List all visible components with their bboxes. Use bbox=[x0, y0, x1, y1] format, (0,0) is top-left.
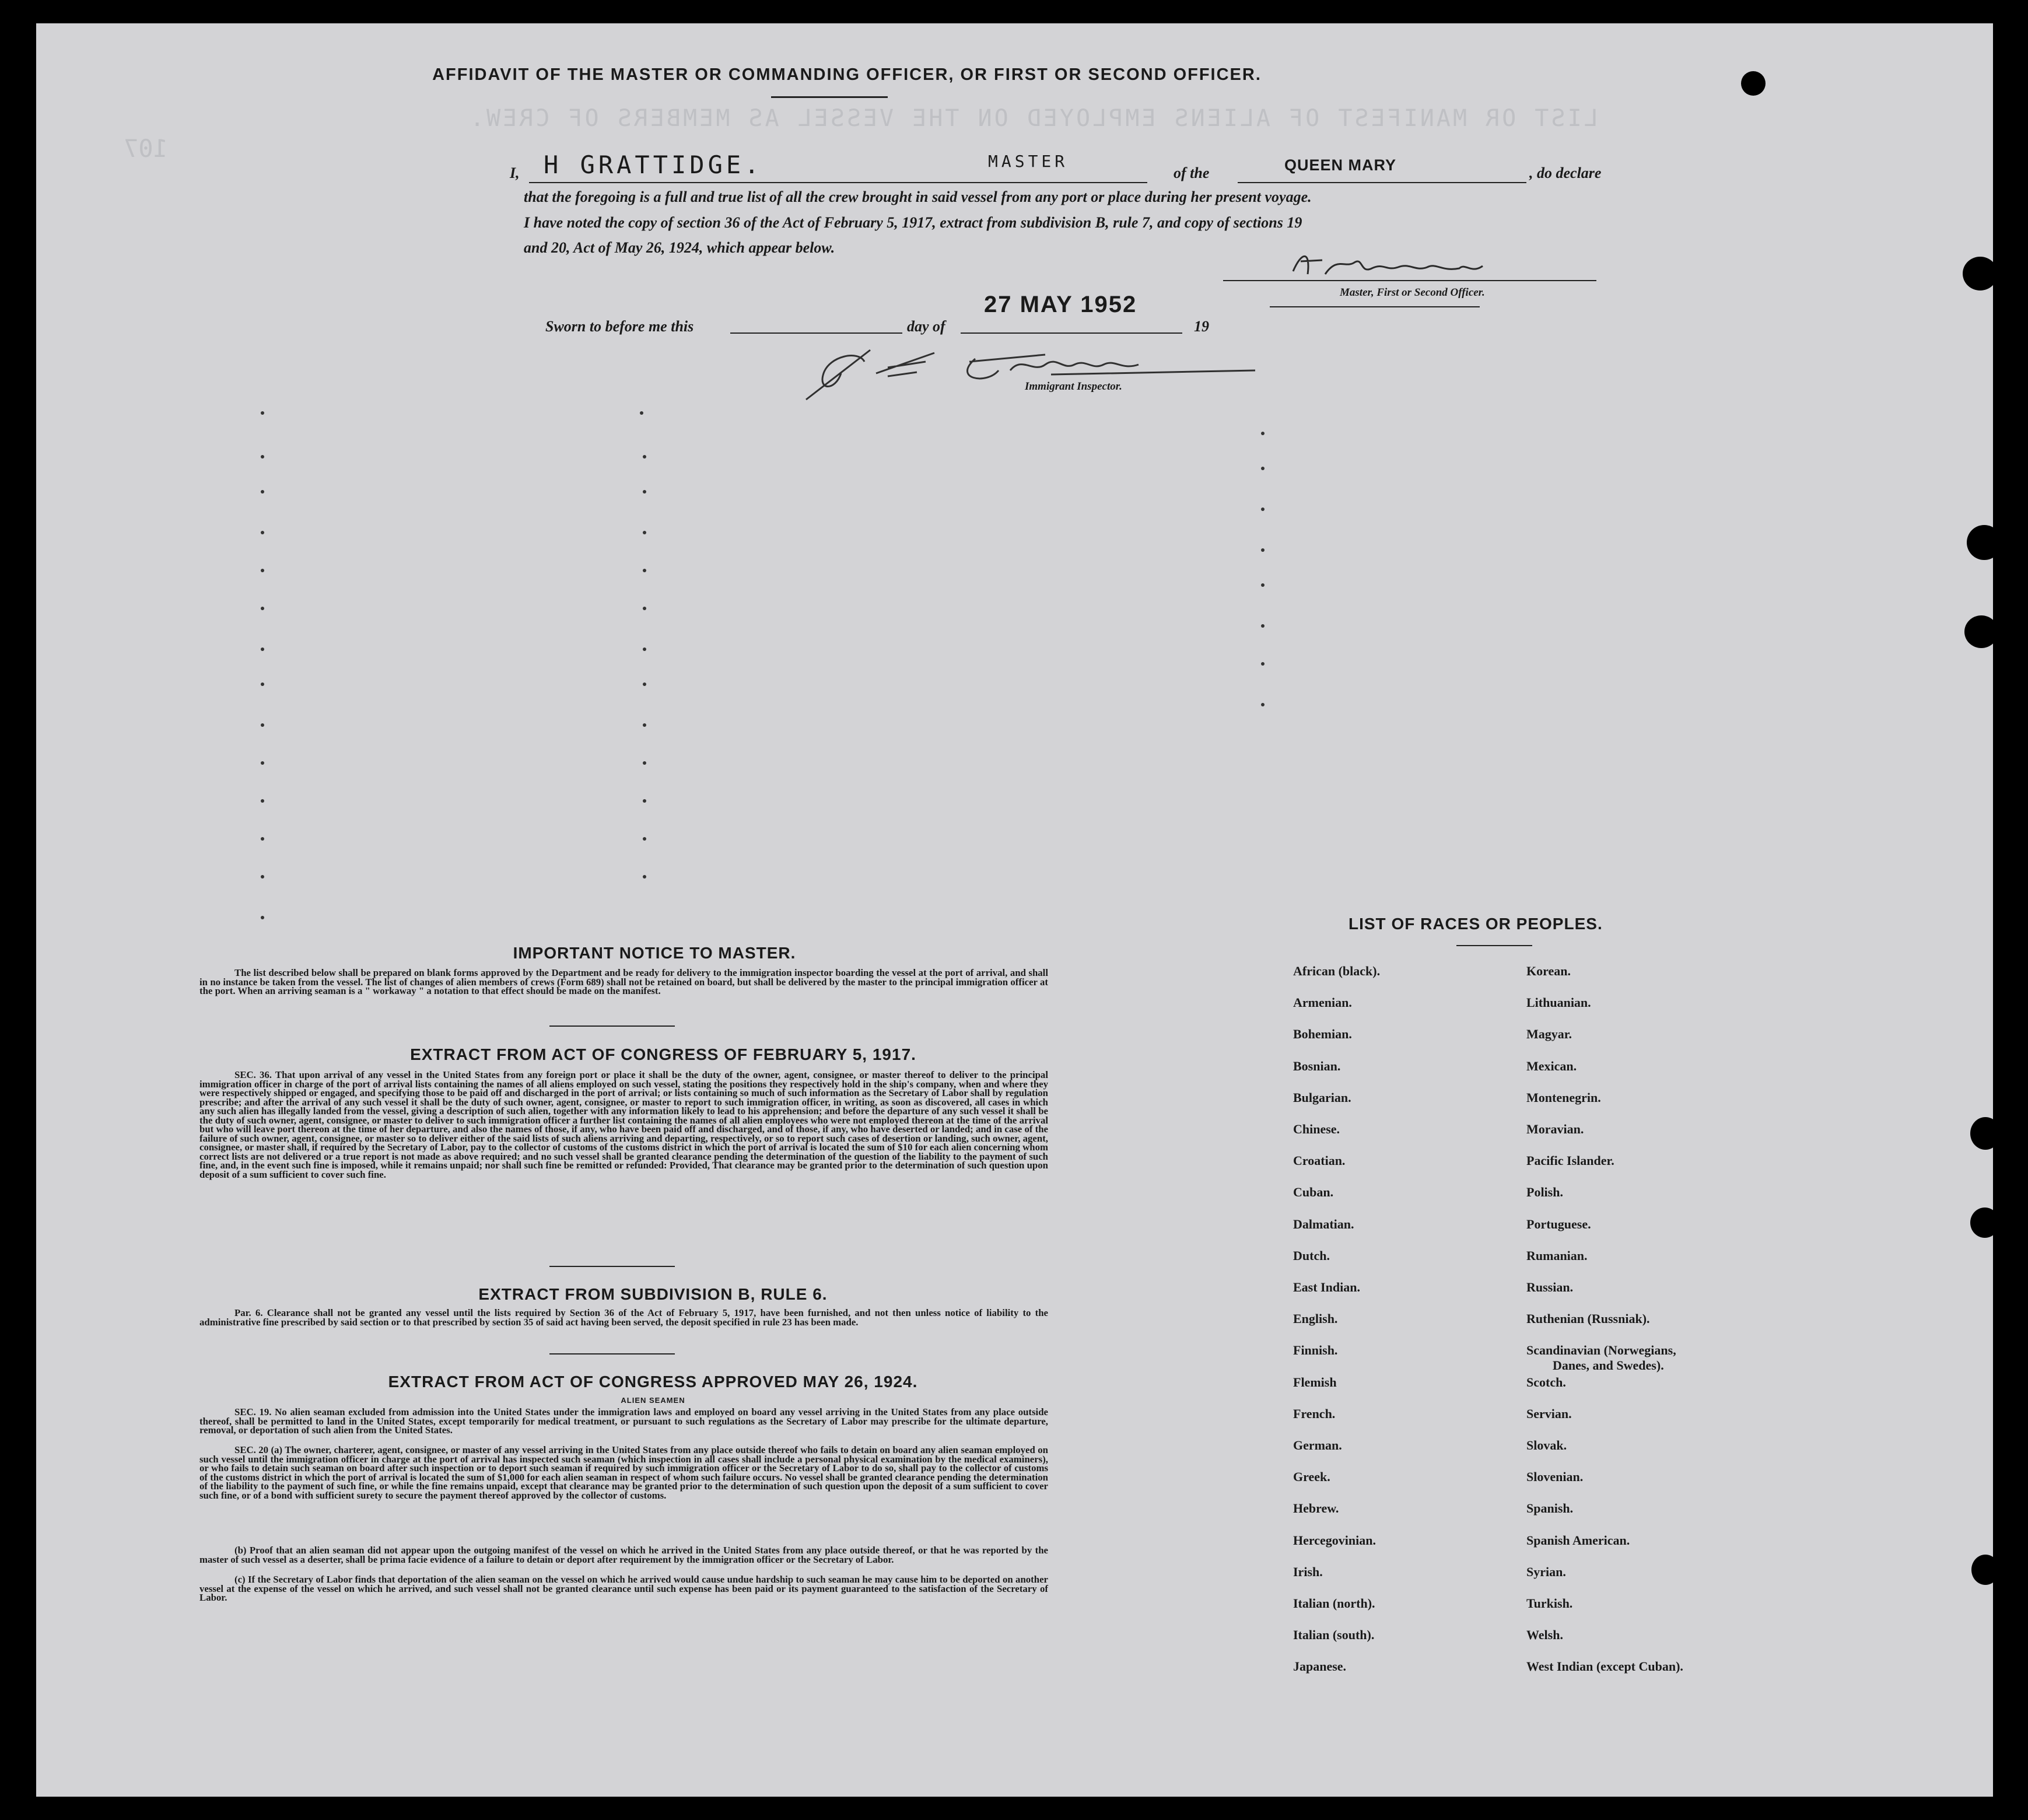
race-left-item: Hebrew. bbox=[1293, 1501, 1339, 1516]
leader-dot bbox=[643, 682, 646, 686]
leader-dot bbox=[640, 411, 643, 415]
race-right-item: West Indian (except Cuban). bbox=[1526, 1659, 1683, 1674]
race-right-item: Spanish. bbox=[1526, 1501, 1574, 1516]
race-right-item: Mexican. bbox=[1526, 1058, 1577, 1073]
race-left-item: English. bbox=[1293, 1311, 1338, 1326]
title-underline bbox=[771, 96, 888, 98]
race-left-item: Irish. bbox=[1293, 1564, 1323, 1579]
race-left-item: Finnish. bbox=[1293, 1343, 1338, 1358]
name-underline bbox=[529, 182, 1147, 183]
race-right-item: Ruthenian (Russniak). bbox=[1526, 1311, 1650, 1326]
day-of-label: day of bbox=[907, 318, 945, 335]
punch-hole bbox=[1967, 525, 2002, 560]
extract-1924-heading: EXTRACT FROM ACT OF CONGRESS APPROVED MAY 26, 1924. bbox=[388, 1373, 918, 1391]
race-left-item: Bosnian. bbox=[1293, 1058, 1341, 1073]
master-name-handwritten: H GRATTIDGE. bbox=[544, 150, 763, 179]
punch-hole bbox=[1970, 1208, 1999, 1238]
declaration-line-2: that the foregoing is a full and true list of all the crew brought in said vessel from any port or place during her present voyage. bbox=[524, 188, 1312, 205]
race-right-item: Servian. bbox=[1526, 1406, 1572, 1421]
race-left-item: Dutch. bbox=[1293, 1248, 1330, 1263]
race-left-item: Italian (south). bbox=[1293, 1628, 1375, 1643]
leader-dot bbox=[261, 455, 264, 459]
bleedthrough-heading: LIST OR MANIFEST OF ALIENS EMPLOYED ON THE VESSEL AS MEMBERS OF CREW. bbox=[468, 105, 1598, 132]
leader-dot bbox=[643, 875, 646, 878]
master-signature-caption: Master, First or Second Officer. bbox=[1340, 286, 1485, 299]
leader-dot bbox=[261, 723, 264, 727]
leader-dot bbox=[261, 837, 264, 841]
leader-dot bbox=[1261, 703, 1265, 706]
leader-dot bbox=[261, 761, 264, 765]
subdivision-b-divider bbox=[549, 1353, 675, 1354]
punch-hole bbox=[1741, 71, 1766, 96]
inspector-caption: Immigrant Inspector. bbox=[1025, 380, 1122, 393]
race-left-item: Flemish bbox=[1293, 1374, 1337, 1390]
bleedthrough-margin-number: 107 bbox=[124, 134, 168, 163]
date-stamp: 27 MAY 1952 bbox=[984, 292, 1137, 317]
caption-stroke bbox=[1270, 306, 1480, 307]
punch-hole bbox=[1963, 257, 1998, 290]
leader-dot bbox=[261, 916, 264, 919]
race-left-item: Italian (north). bbox=[1293, 1596, 1375, 1611]
race-left-item: Chinese. bbox=[1293, 1122, 1340, 1136]
race-left-item: Croatian. bbox=[1293, 1153, 1346, 1168]
document-page bbox=[36, 23, 1993, 1797]
race-right-item: Welsh. bbox=[1526, 1628, 1563, 1643]
extract-1924-sec20c: (c) If the Secretary of Labor finds that deportation of the alien seaman on the vessel on which he arrived would cause undue hardship to such seaman he may cause him to be deported on another vessel at the expense of the vessel on which he arrived, and such vessel shall not be granted clearance until such expense has been paid or its payment guaranteed to the satisfaction of the Secretary of Labor. bbox=[199, 1574, 1048, 1603]
leader-dot bbox=[1261, 432, 1265, 435]
leader-dot bbox=[1261, 508, 1265, 511]
race-right-item: Slovak. bbox=[1526, 1438, 1567, 1452]
sworn-day-line bbox=[730, 332, 902, 334]
extract-1924-sec20b: (b) Proof that an alien seaman did not appear upon the outgoing manifest of the vessel on which he arrived in the United States from any place outside thereof, or that he was reported by the master of such vessel as a deserter, shall be prima facie evidence of a failure to detain or deport after requirement by the immigration officer or the Secretary of Labor. bbox=[199, 1545, 1048, 1565]
punch-hole bbox=[1970, 1117, 2001, 1150]
race-right-item: Scandinavian (Norwegians, bbox=[1526, 1343, 1676, 1358]
race-right-item: Scotch. bbox=[1526, 1374, 1566, 1390]
rank-handwritten: MASTER bbox=[988, 152, 1069, 171]
leader-dot bbox=[643, 799, 646, 803]
race-left-item: French. bbox=[1293, 1406, 1336, 1421]
leader-dot bbox=[1261, 624, 1265, 628]
leader-dot bbox=[643, 648, 646, 651]
vessel-underline bbox=[1238, 182, 1526, 183]
notice-heading: IMPORTANT NOTICE TO MASTER. bbox=[513, 944, 796, 962]
race-right-item: Polish. bbox=[1526, 1185, 1563, 1200]
leader-dot bbox=[261, 799, 264, 803]
leader-dot bbox=[643, 723, 646, 727]
year-prefix: 19 bbox=[1194, 318, 1209, 335]
race-right-item: Slovenian. bbox=[1526, 1469, 1584, 1485]
race-right-item: Pacific Islander. bbox=[1526, 1153, 1614, 1168]
subdivision-b-text: Par. 6. Clearance shall not be granted any vessel until the lists required by Section 36 of the Act of February 5, 1917, have been furnished, and not then unless notice of liability to the administrative fine prescribed by said section or to that prescribed by section 35 of said act having been served, the deposit specified in rule 23 has been made. bbox=[199, 1307, 1048, 1328]
race-right-item: Rumanian. bbox=[1526, 1248, 1588, 1263]
leader-dot bbox=[1261, 467, 1265, 470]
leader-dot bbox=[261, 875, 264, 878]
leader-dot bbox=[261, 607, 264, 610]
signature-line bbox=[1223, 280, 1596, 281]
alien-seamen-subheading: ALIEN SEAMEN bbox=[621, 1396, 685, 1405]
race-left-item: German. bbox=[1293, 1438, 1342, 1452]
race-right-item: Russian. bbox=[1526, 1280, 1574, 1294]
leader-dot bbox=[261, 569, 264, 572]
leader-dot bbox=[643, 531, 646, 534]
punch-hole bbox=[1964, 615, 1998, 648]
leader-dot bbox=[643, 490, 646, 494]
race-left-item: Greek. bbox=[1293, 1469, 1330, 1485]
extract-1924-sec20a: SEC. 20 (a) The owner, charterer, agent, consignee, or master of any vessel arriving in the United States from any place outside thereof who fails to detain on board any alien seaman employed on such vessel until the immigration officer in charge at the port of arrival has inspected such seaman (which inspection in all cases shall include a personal physical examination by the medical examiners), or who fails to detain such seaman on board after such inspection or to deport such seaman if required by such immigration officer or the Secretary of Labor to do so, shall pay to the collector of customs of the customs district in which the port of arrival is located the sum of $1,000 for each alien seaman in respect of whom such failure occurs. No vessel shall be granted clearance pending the determination of the liability to the payment of such fine, or while the fine remains unpaid, except that clearance may be granted prior to the determination of such question upon the deposit of a sum sufficient to cover such fine, or of a bond with sufficient surety to secure the payment thereof approved by the collector of customs. bbox=[199, 1444, 1048, 1501]
extract-1917-heading: EXTRACT FROM ACT OF CONGRESS OF FEBRUARY 5, 1917. bbox=[410, 1045, 916, 1063]
race-right-item: Spanish American. bbox=[1526, 1532, 1630, 1548]
race-right-item: Turkish. bbox=[1526, 1596, 1573, 1611]
leader-dot bbox=[1261, 548, 1265, 552]
race-left-item: African (black). bbox=[1293, 964, 1381, 978]
leader-dot bbox=[643, 761, 646, 765]
races-heading: LIST OF RACES OR PEOPLES. bbox=[1349, 915, 1603, 933]
races-heading-divider bbox=[1456, 945, 1532, 946]
race-scandinavian-cont: Danes, and Swedes). bbox=[1553, 1358, 1664, 1373]
extract-1917-text: SEC. 36. That upon arrival of any vessel in the United States from any foreign port or place it shall be the duty of the owner, agent, consignee, or master thereof to deliver to the principal immigration officer in charge of the port of arrival lists containing the names of all aliens employed on such vessel, stating the positions they respectively hold in the ship's company, when and where they were respectively shipped or engaged, and specifying those to be paid off and discharged in the port of arrival; or lists containing so much of such information as the Secretary of Labor shall by regulation prescribe; and after the arrival of any such vessel it shall be the duty of such owner, agent, consignee, or master to report to such immigration officer, in writing, as soon as discovered, all cases in which any such alien has illegally landed from the vessel, giving a description of such alien, together with any information likely to lead to his apprehension; and before the departure of any such vessel it shall be the duty of such owner, agent, consignee, or master to deliver to such immigration officer a further list containing the names of all alien employees who were not employed thereon at the time of the arrival but who will leave port thereon at the time of her departure, and also the names of those, if any, who have been paid off and discharged, and of those, if any, who have deserted or landed; and in case of the failure of such owner, agent, consignee, or master so to deliver either of the said lists of such aliens arriving and departing, respectively, or so to report such cases of desertion or landing, such owner, agent, consignee, or master shall, if required by the Secretary of Labor, pay to the collector of customs of the customs district in which the port of arrival is located the sum of $10 for each alien concerning whom correct lists are not delivered or a true report is not made as above required; and no such vessel shall be granted clearance pending the determination of the question of the liability to the payment of such fine, and, in the event such fine is imposed, while it remains unpaid; nor shall such fine be remitted or refunded: Provided, That clearance may be granted prior to the determination of such question upon deposit of a sum sufficient to cover such fine. bbox=[199, 1069, 1048, 1180]
race-left-item: Bohemian. bbox=[1293, 1027, 1352, 1042]
leader-dot bbox=[1261, 662, 1265, 666]
race-right-item: Montenegrin. bbox=[1526, 1090, 1601, 1105]
of-the-label: of the bbox=[1174, 164, 1210, 181]
declaration-line-4: and 20, Act of May 26, 1924, which appear below. bbox=[524, 239, 835, 256]
extract-1917-divider bbox=[549, 1266, 675, 1267]
declaration-line-3: I have noted the copy of section 36 of the Act of February 5, 1917, extract from subdivision B, rule 7, and copy of sections 19 bbox=[524, 214, 1302, 231]
race-right-item: Lithuanian. bbox=[1526, 995, 1591, 1010]
leader-dot bbox=[643, 455, 646, 459]
leader-dot bbox=[261, 648, 264, 651]
race-left-item: Japanese. bbox=[1293, 1659, 1347, 1674]
race-right-item: Magyar. bbox=[1526, 1027, 1572, 1042]
extract-1924-sec19: SEC. 19. No alien seaman excluded from admission into the United States under the immigration laws and employed on board any vessel arriving in the United States from any place outside thereof, shall be permitted to land in the United States, except temporarily for medical treatment, or pursuant to such regulations as the Secretary of Labor may prescribe for the ultimate departure, removal, or deportation of such alien from the United States. bbox=[199, 1406, 1048, 1436]
sworn-label: Sworn to before me this bbox=[545, 318, 694, 335]
leader-dot bbox=[643, 607, 646, 610]
race-right-item: Syrian. bbox=[1526, 1564, 1566, 1579]
leader-dot bbox=[1261, 583, 1265, 587]
leader-dot bbox=[261, 682, 264, 686]
leader-dot bbox=[643, 837, 646, 841]
vessel-name-stamp: QUEEN MARY bbox=[1284, 156, 1397, 174]
race-left-item: East Indian. bbox=[1293, 1280, 1360, 1294]
affidavit-title: AFFIDAVIT OF THE MASTER OR COMMANDING OFFICER, OR FIRST OR SECOND OFFICER. bbox=[432, 65, 1262, 84]
declaration-i-label: I, bbox=[510, 164, 520, 181]
do-declare-label: , do declare bbox=[1529, 164, 1602, 181]
race-left-item: Armenian. bbox=[1293, 995, 1352, 1010]
race-right-item: Moravian. bbox=[1526, 1122, 1584, 1136]
race-right-item: Korean. bbox=[1526, 964, 1571, 978]
race-left-item: Bulgarian. bbox=[1293, 1090, 1351, 1105]
leader-dot bbox=[261, 531, 264, 534]
race-left-item: Cuban. bbox=[1293, 1185, 1334, 1200]
race-left-item: Dalmatian. bbox=[1293, 1216, 1354, 1231]
leader-dot bbox=[643, 569, 646, 572]
subdivision-b-heading: EXTRACT FROM SUBDIVISION B, RULE 6. bbox=[478, 1285, 828, 1303]
race-right-item: Portuguese. bbox=[1526, 1216, 1591, 1231]
leader-dot bbox=[261, 490, 264, 494]
notice-text: The list described below shall be prepared on blank forms approved by the Department and be ready for delivery to the immigration inspector boarding the vessel at the port of arrival, and shall in no instance be taken from the vessel. The list of changes of alien members of crews (Form 689) shall not be retained on board, but shall be delivered by the master to the principal immigration officer at the port. When an arriving seaman is a " workaway " a notation to that effect should be made on the manifest. bbox=[199, 967, 1048, 996]
sworn-month-line bbox=[961, 332, 1182, 334]
leader-dot bbox=[261, 411, 264, 415]
punch-hole bbox=[1971, 1555, 1999, 1585]
notice-divider bbox=[549, 1026, 675, 1027]
race-left-item: Hercegovinian. bbox=[1293, 1532, 1376, 1548]
